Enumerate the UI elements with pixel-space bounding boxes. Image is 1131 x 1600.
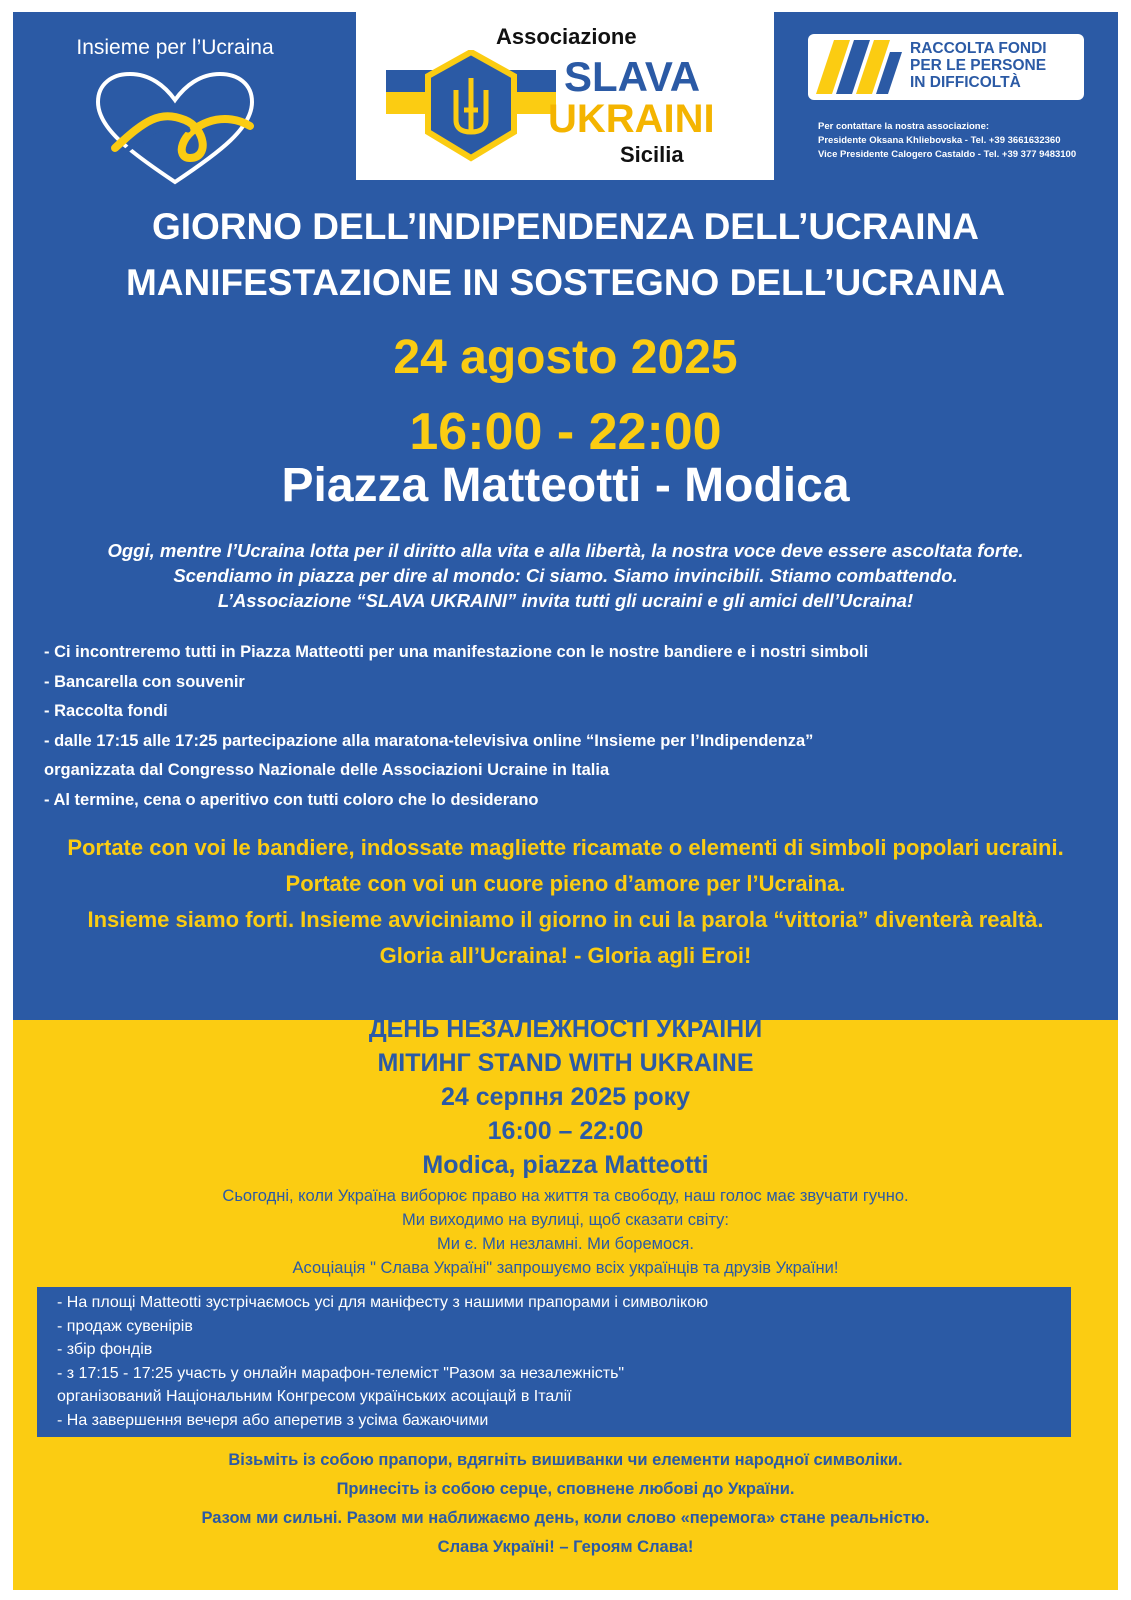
intro-line: Scendiamo in piazza per dire al mondo: Ci siamo. Siamo invincibili. Stiamo combattendo. [173, 565, 958, 586]
fundraising-badge [808, 34, 1084, 100]
list-item: - продаж сувенірів [57, 1317, 193, 1335]
contact-info [818, 120, 1076, 162]
insieme-logo [40, 30, 310, 200]
closing-line: Візьміть із собою прапори, вдягніть вишиванки чи елементи народної символіки. [228, 1451, 903, 1469]
intro-line: Сьогодні, коли Україна виборює право на життя та свободу, наш голос має звучати гучно. [222, 1187, 909, 1205]
event-time: 16:00 - 22:00 [409, 403, 722, 461]
list-item: організований Національним Конгресом українських асоціацй в Італії [57, 1388, 572, 1405]
list-item: - dalle 17:15 alle 17:25 partecipazione alla maratona-televisiva online “Insieme per l’Indipendenza” [44, 731, 814, 750]
list-item: - На завершення вечеря або аперетив з усіма бажаючими [57, 1411, 489, 1429]
list-item: - Ci incontreremo tutti in Piazza Matteotti per una manifestazione con le nostre bandiere e i nostri simboli [44, 643, 869, 661]
ukrainian-heading [13, 1012, 1118, 1182]
italian-program-list [44, 638, 868, 815]
trident-shield-icon [386, 50, 556, 170]
contact-line: Vice Presidente Calogero Castaldo - Tel. +39 377 9483100 [818, 149, 1077, 160]
event-place: Piazza Matteotti - Modica [281, 459, 850, 512]
ukrainian-closing [13, 1446, 1118, 1562]
badge-line: PER LE PERSONE [910, 57, 1047, 74]
fundraising-badge-text [910, 40, 1047, 91]
contact-line: Per contattare la nostra associazione: [818, 121, 990, 132]
list-item: - Al termine, cena o aperitivo con tutti coloro che lo desiderano [44, 790, 539, 809]
intro-line: L’Associazione “SLAVA UKRAINI” invita tutti gli ucraini e gli amici dell’Ucraina! [217, 590, 914, 611]
ukrainian-program-list [57, 1291, 708, 1432]
ukrainian-program-box [37, 1287, 1071, 1437]
association-name-ukraini: UKRAINI [548, 97, 715, 141]
heart-ribbon-icon [90, 70, 260, 190]
event-subtitle: MANIFESTAZIONE IN SOSTEGNO DELL’UCRAINA [125, 262, 1006, 303]
closing-line: Portate con voi un cuore pieno d’amore per l’Ucraina. [285, 871, 846, 896]
list-item: - На площі Matteotti зустрічаємось усі для маніфесту з нашими прапорами і символікою [57, 1294, 709, 1311]
italian-closing [13, 830, 1118, 974]
list-item: - з 17:15 - 17:25 участь у онлайн марафон-телеміст "Разом за незалежність" [57, 1364, 625, 1382]
fund-stripes-icon [816, 40, 902, 94]
intro-line: Ми є. Ми незламні. Ми боремося. [437, 1235, 694, 1253]
italian-intro [13, 538, 1118, 613]
event-date: 24 agosto 2025 [393, 331, 738, 384]
list-item: - збір фондів [57, 1341, 153, 1358]
closing-line: Принесіть із собою серце, сповнене любові до України. [336, 1480, 795, 1498]
insieme-caption: Insieme per l’Ucraina [76, 36, 274, 59]
badge-line: IN DIFFICOLTÀ [910, 74, 1021, 91]
contact-line: Presidente Oksana Khliebovska - Tel. +39 3661632360 [818, 135, 1061, 146]
ua-time: 16:00 – 22:00 [487, 1117, 644, 1145]
ua-date: 24 серпня 2025 року [440, 1083, 691, 1111]
event-title: GIORNO DELL’INDIPENDENZA DELL’UCRAINA [151, 206, 980, 247]
ua-title: ДЕНЬ НЕЗАЛЕЖНОСТІ УКРАЇНИ [368, 1015, 763, 1043]
list-item: organizzata dal Congresso Nazionale delle Associazioni Ucraine in Italia [44, 761, 610, 779]
closing-line: Gloria all’Ucraina! - Gloria agli Eroi! [379, 943, 752, 968]
association-name-slava: SLAVA [564, 53, 701, 100]
ukrainian-intro [13, 1184, 1118, 1280]
list-item: - Raccolta fondi [44, 702, 168, 720]
association-region: Sicilia [620, 142, 684, 167]
intro-line: Ми виходимо на вулиці, щоб сказати світу: [401, 1211, 730, 1229]
closing-line: Insieme siamo forti. Insieme avviciniamo il giorno in cui la parola “vittoria” diventerà realtà. [87, 907, 1044, 932]
intro-line: Асоціація " Слава Україні" запрошуємо всіх українців та друзів України! [292, 1259, 839, 1277]
list-item: - Bancarella con souvenir [44, 672, 245, 691]
closing-line: Разом ми сильні. Разом ми наближаємо день, коли слово «перемога» стане реальністю. [201, 1509, 930, 1527]
ua-place: Modica, piazza Matteotti [422, 1151, 709, 1179]
association-logo-box [356, 12, 774, 180]
intro-line: Oggi, mentre l’Ucraina lotta per il diritto alla vita e alla libertà, la nostra voce deve essere ascoltata forte. [107, 540, 1024, 561]
ua-subtitle: МІТИНГ STAND WITH UKRAINE [377, 1049, 754, 1077]
badge-line: RACCOLTA FONDI [910, 40, 1047, 57]
closing-line: Слава Україні! – Героям Слава! [437, 1538, 694, 1556]
association-label: Associazione [496, 24, 637, 49]
closing-line: Portate con voi le bandiere, indossate magliette ricamate o elementi di simboli popolari ucraini. [67, 835, 1064, 860]
